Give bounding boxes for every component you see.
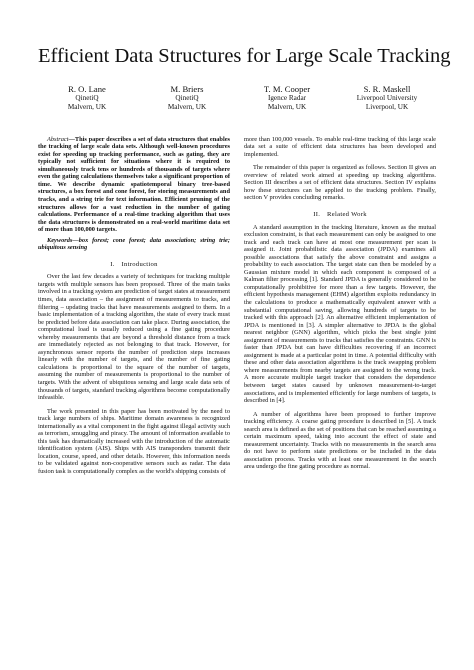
- left-column: [38, 136, 230, 476]
- body-paragraph: A standard assumption in the tracking literature, known as the mutual exclusion constraint, is that each measurement can only be assigned to one track and each track can have at most one measurement per scan is assigned it. Joint probabilistic data association (JPDA) examines all possible associations that satisfy the above constraint and assigns a probability to each association. The target state can then be modeled by a Gaussian mixture model in which each component is composed of a Kalman filter processing [1]. Standard JPDA is generally considered to be computationally prohibitive for more than a few targets. However, the efficient hypothesis management (EHM) algorithm exploits redundancy in the calculations to produce a mathematically equivalent answer with a substantial computational saving, allowing hundreds of targets to be tracked with this approach [2]. An alternative efficient implementation of JPDA is mentioned in [3]. A simpler alternative to JPDA is the global nearest neighbor (GNN) algorithm, which picks the best single joint assignment of measurements to tracks that satisfies the constraints. GNN is faster than JPDA but can have difficulties recovering if an incorrect assignment is made at a particular point in time. A potential difficulty with these and other data association algorithms is the track swapping problem where measurements from nearby targets are assigned to the wrong track. A more accurate multiple target tracker that considers the dependence between target states caused by unknown measurement-to-target associations, and is implemented efficiently for large numbers of targets, is described in [4].: [244, 223, 436, 405]
- body-paragraph: A number of algorithms have been proposed to further improve tracking efficiency. A coarse gating procedure is described in [5]. A track search area is defined as the set of positions that can be reached assuming a certain maximum speed, taking into account the effect of state and measurement uncertainty. Tracks with no measurements in the search area do not have to perform state predictions or be included in the data association process. Tracks with at least one measurement in the search area undergo the fine gating procedure as normal.: [244, 410, 436, 471]
- abstract-lead: Abstract: [47, 135, 69, 143]
- author-org: QinetiQ: [175, 94, 199, 103]
- author-name: M. Briers: [170, 84, 204, 94]
- keywords-lead: Keywords: [47, 236, 73, 244]
- abstract-text: —This paper describes a set of data structures that enables the tracking of large scale data sets. Although well-known procedures exist for speeding up tracking performance, such as gating, they are typically not sufficient for situations where it is required to simultaneously track tens or hundreds of thousands of targets where even the gating calculations themselves take a significant proportion of time. We describe dynamic spatiotemporal binary tree-based structures, a box forest and cone forest, for storing measurements and tracks, and a string trie for text information. Efficient pruning of the structures allows for a vast reduction in the number of gating calculations. Performance of a real-time tracking algorithm that uses the data structures is demonstrated on a real-world maritime data set of more than 100,000 targets.: [38, 135, 230, 234]
- abstract: [38, 136, 230, 234]
- body-paragraph: Over the last few decades a variety of techniques for tracking multiple targets with multiple sensors has been proposed. Three of the main tasks involved in a tracking system are prediction of target states at measurement times, data association – the assignment of measurements to tracks, and filtering – updating tracks that have measurements assigned to them. In a basic implementation of a tracking algorithm, the state of every track must be predicted before data association can take place. During association, the computational load is usually reduced using a fine gating procedure whereby measurements that are beyond a threshold distance from a track are immediately rejected as not belonging to that track. However, for asynchronous sensor reports the number of prediction steps increases linearly with the number of targets, and the number of fine gating calculations is proportional to the square of the number of targets, assuming the number of measurements is proportional to the number of targets. With the advent of ubiquitous sensing and large scale data sets of thousands of targets, standard tracking algorithms become computationally infeasible.: [38, 273, 230, 402]
- author-4: [342, 84, 432, 112]
- author-3: [242, 84, 332, 112]
- paper-title: Efficient Data Structures for Large Scale Tracking: [38, 45, 451, 67]
- author-location: Malvern, UK: [167, 103, 207, 111]
- author-1: [42, 84, 132, 112]
- author-org: Liverpool University: [356, 94, 418, 103]
- keywords-text: —box forest; cone forest; data association; string trie; ubiquitous sensing: [38, 236, 230, 252]
- author-location: Malvern, UK: [267, 103, 307, 111]
- author-2: [142, 84, 232, 112]
- author-org: QinetiQ: [75, 94, 99, 103]
- author-block: [42, 84, 432, 112]
- author-name: T. M. Cooper: [263, 84, 311, 94]
- author-name: R. O. Lane: [68, 84, 106, 94]
- right-column: [244, 136, 436, 476]
- keywords: [38, 237, 230, 252]
- two-column-body: [38, 136, 436, 476]
- body-paragraph: more than 100,000 vessels. To enable real-time tracking of this large scale data set a suite of efficient data structures has been developed and implemented.: [244, 135, 436, 158]
- author-org: Igence Radar: [267, 94, 307, 103]
- section-heading-introduction: I. Introduction: [110, 260, 158, 268]
- body-paragraph: The remainder of this paper is organized as follows. Section II gives an overview of related work aimed at speeding up tracking algorithms. Section III describes a set of efficient data structures. Section IV explains how these structures can be applied to the tracking problem. Finally, section V provides concluding remarks.: [244, 164, 436, 202]
- author-location: Malvern, UK: [67, 103, 107, 111]
- author-location: Liverpool, UK: [365, 103, 409, 111]
- section-heading-related-work: II. Related Work: [313, 210, 367, 218]
- author-name: S. R. Maskell: [363, 84, 411, 94]
- body-paragraph: The work presented in this paper has been motivated by the need to track large numbers of ships. Maritime domain awareness is recognized internationally as a vital component in the fight against illegal activity such as terrorism, smuggling and piracy. The amount of information available to this task has dramatically increased with the introduction of the automatic identification system (AIS). Ships with AIS transponders transmit their location, course, speed, and other details. However, this information needs to be validated against non-cooperative sensors such as radar. The data fusion task is computationally complex as the world's shipping consists of: [38, 407, 230, 476]
